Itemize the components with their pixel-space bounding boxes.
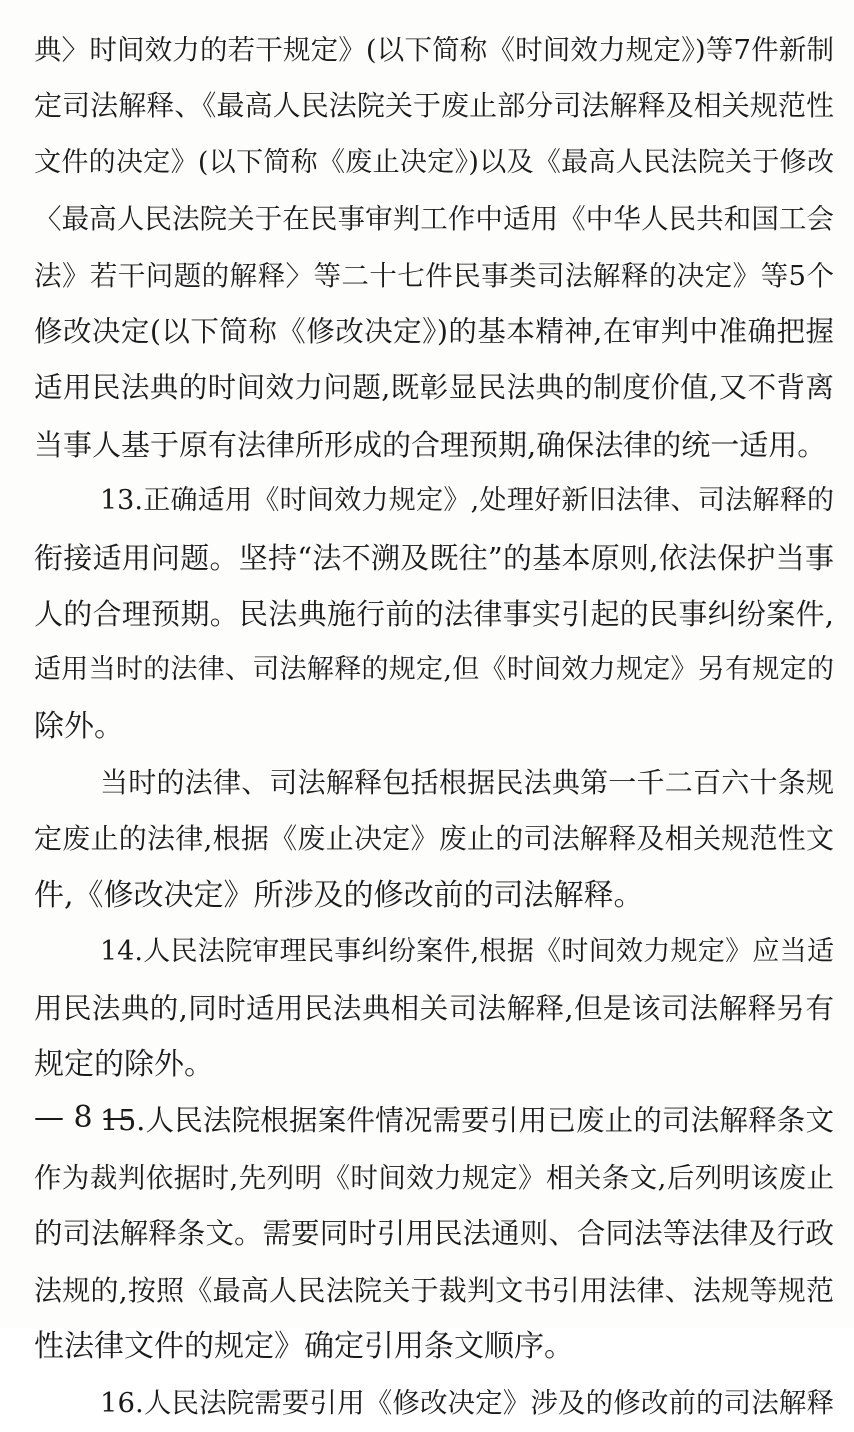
body-text — [34, 22, 834, 1432]
text-line: 衔接适用问题。坚持“法不溯及既往”的基本原则,依法保护当事 — [34, 540, 834, 575]
text-line: 修改决定(以下简称《修改决定》)的基本精神,在审判中准确把握 — [34, 314, 834, 348]
text-line: 法规的,按照《最高人民法院关于裁判文书引用法律、法规等规范 — [34, 1273, 834, 1307]
text-line: 作为裁判依据时,先列明《时间效力规定》相关条文,后列明该废止 — [34, 1161, 834, 1194]
text-line: 当事人基于原有法律所形成的合理预期,确保法律的统一适用。 — [34, 427, 827, 462]
text-line: 人的合理预期。民法典施行前的法律事实引起的民事纠纷案件, — [34, 596, 834, 631]
text-line: 定废止的法律,根据《废止决定》废止的司法解释及相关规范性文 — [34, 822, 834, 856]
text-line: 典〉时间效力的若干规定》(以下简称《时间效力规定》)等7件新制 — [34, 34, 834, 66]
text-line: 15.人民法院根据案件情况需要引用已废止的司法解释条文 — [100, 1104, 834, 1138]
text-line: 除外。 — [34, 708, 124, 744]
text-line: 适用民法典的时间效力问题,既彰显民法典的制度价值,又不背离 — [34, 371, 834, 405]
text-line: 规定的除外。 — [34, 1047, 214, 1083]
text-line: 14.人民法院审理民事纠纷案件,根据《时间效力规定》应当适 — [100, 936, 834, 968]
text-line: 13.正确适用《时间效力规定》,处理好新旧法律、司法解释的 — [100, 485, 834, 517]
text-line: 用民法典的,同时适用民法典相关司法解释,但是该司法解释另有 — [34, 991, 834, 1025]
text-line: 文件的决定》(以下简称《废止决定》)以及《最高人民法院关于修改 — [34, 146, 834, 178]
text-line: 件,《修改决定》所涉及的修改前的司法解释。 — [34, 877, 644, 913]
text-line: 适用当时的法律、司法解释的规定,但《时间效力规定》另有规定的 — [34, 654, 834, 686]
text-line: 的司法解释条文。需要同时引用民法通则、合同法等法律及行政 — [34, 1217, 834, 1251]
text-line: 〈最高人民法院关于在民事审判工作中适用《中华人民共和国工会 — [34, 203, 834, 236]
page-number: — 8 — — [34, 1100, 133, 1135]
text-line: 16.人民法院需要引用《修改决定》涉及的修改前的司法解释 — [100, 1387, 834, 1420]
text-line: 法》若干问题的解释〉等二十七件民事类司法解释的决定》等5个 — [34, 259, 834, 292]
text-line: 当时的法律、司法解释包括根据民法典第一千二百六十条规 — [100, 766, 834, 800]
text-line: 定司法解释、《最高人民法院关于废止部分司法解释及相关规范性 — [34, 89, 834, 123]
text-line: 性法律文件的规定》确定引用条文顺序。 — [34, 1328, 574, 1364]
